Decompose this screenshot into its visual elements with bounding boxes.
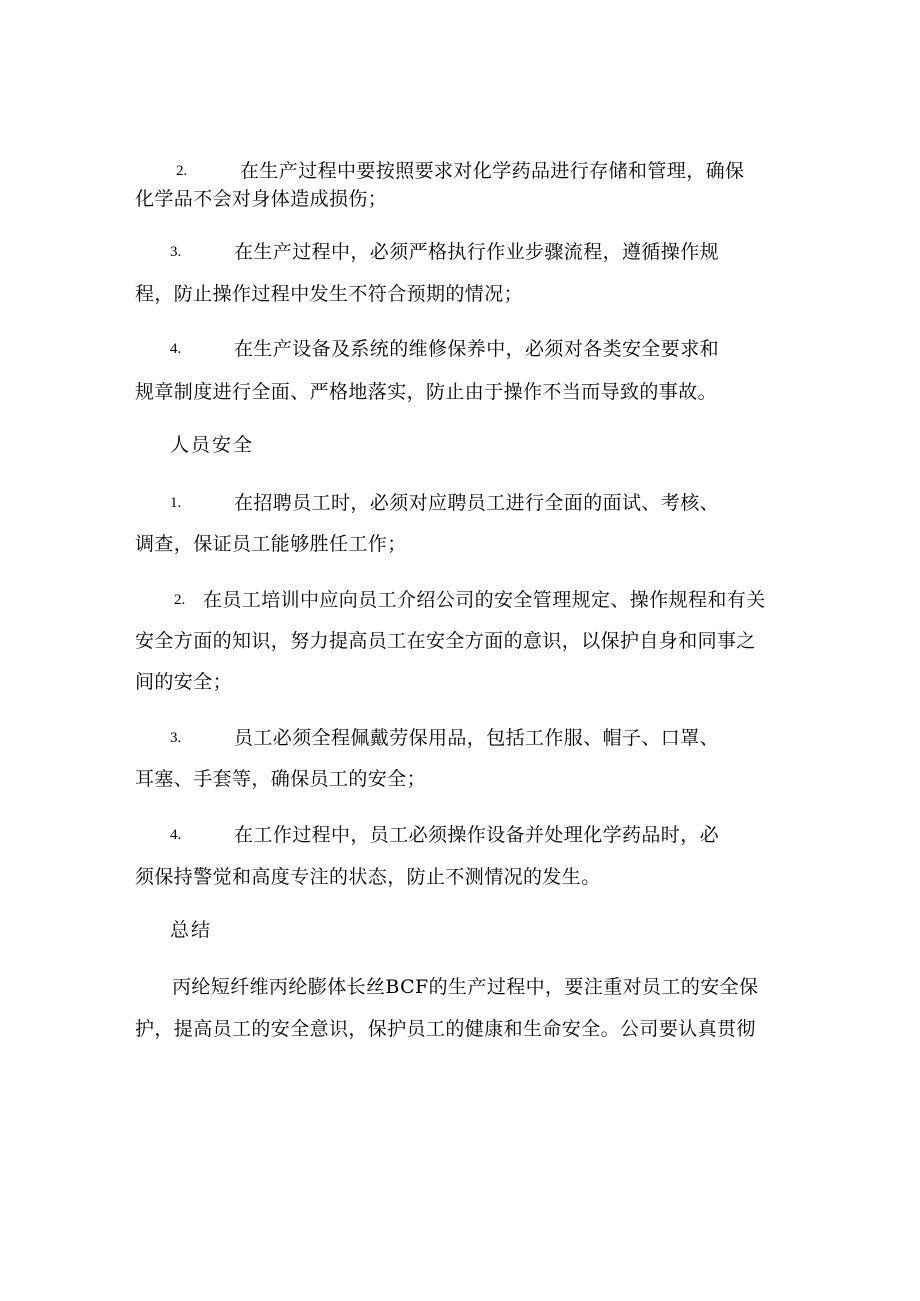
paragraph-line: 护，提高员工的安全意识，保护员工的健康和生命安全。公司要认真贯彻: [135, 1018, 756, 1040]
paragraph-line: 化学品不会对身体造成损伤；: [135, 188, 388, 210]
list-number: 4.: [170, 827, 182, 843]
paragraph-line: 在生产设备及系统的维修保养中，必须对各类安全要求和: [234, 338, 720, 360]
section-heading-summary: 总结: [170, 919, 213, 941]
list-number: 2.: [176, 163, 188, 179]
paragraph-line: 须保持警觉和高度专注的状态，防止不测情况的发生。: [135, 866, 601, 888]
paragraph-line: 在生产过程中，必须严格执行作业步骤流程，遵循操作规: [234, 241, 720, 263]
list-number: 1.: [170, 495, 182, 511]
section-heading-personnel: 人员安全: [170, 434, 255, 456]
paragraph-line: 丙纶短纤维丙纶膨体长丝BCF的生产过程中，要注重对员工的安全保: [172, 976, 759, 998]
list-number: 4.: [170, 341, 182, 357]
paragraph-line: 在生产过程中要按照要求对化学药品进行存储和管理，确保: [240, 160, 745, 182]
paragraph-line: 耳塞、手套等，确保员工的安全；: [135, 768, 427, 790]
paragraph-line: 在招聘员工时，必须对应聘员工进行全面的面试、考核、: [234, 492, 720, 514]
paragraph-line: 在员工培训中应向员工介绍公司的安全管理规定、操作规程和有关: [203, 589, 766, 611]
list-number: 3.: [170, 730, 182, 746]
list-number: 2.: [174, 592, 186, 608]
paragraph-line: 调查，保证员工能够胜任工作；: [135, 533, 407, 555]
paragraph-line: 间的安全；: [135, 671, 233, 693]
paragraph-line: 在工作过程中，员工必须操作设备并处理化学药品时，必: [234, 824, 720, 846]
paragraph-line: 员工必须全程佩戴劳保用品，包括工作服、帽子、口罩、: [234, 727, 720, 749]
paragraph-line: 安全方面的知识，努力提高员工在安全方面的意识，以保护自身和同事之: [135, 630, 756, 652]
paragraph-line: 程，防止操作过程中发生不符合预期的情况；: [135, 283, 524, 305]
paragraph-line: 规章制度进行全面、严格地落实，防止由于操作不当而导致的事故。: [135, 381, 718, 403]
list-number: 3.: [170, 244, 182, 260]
